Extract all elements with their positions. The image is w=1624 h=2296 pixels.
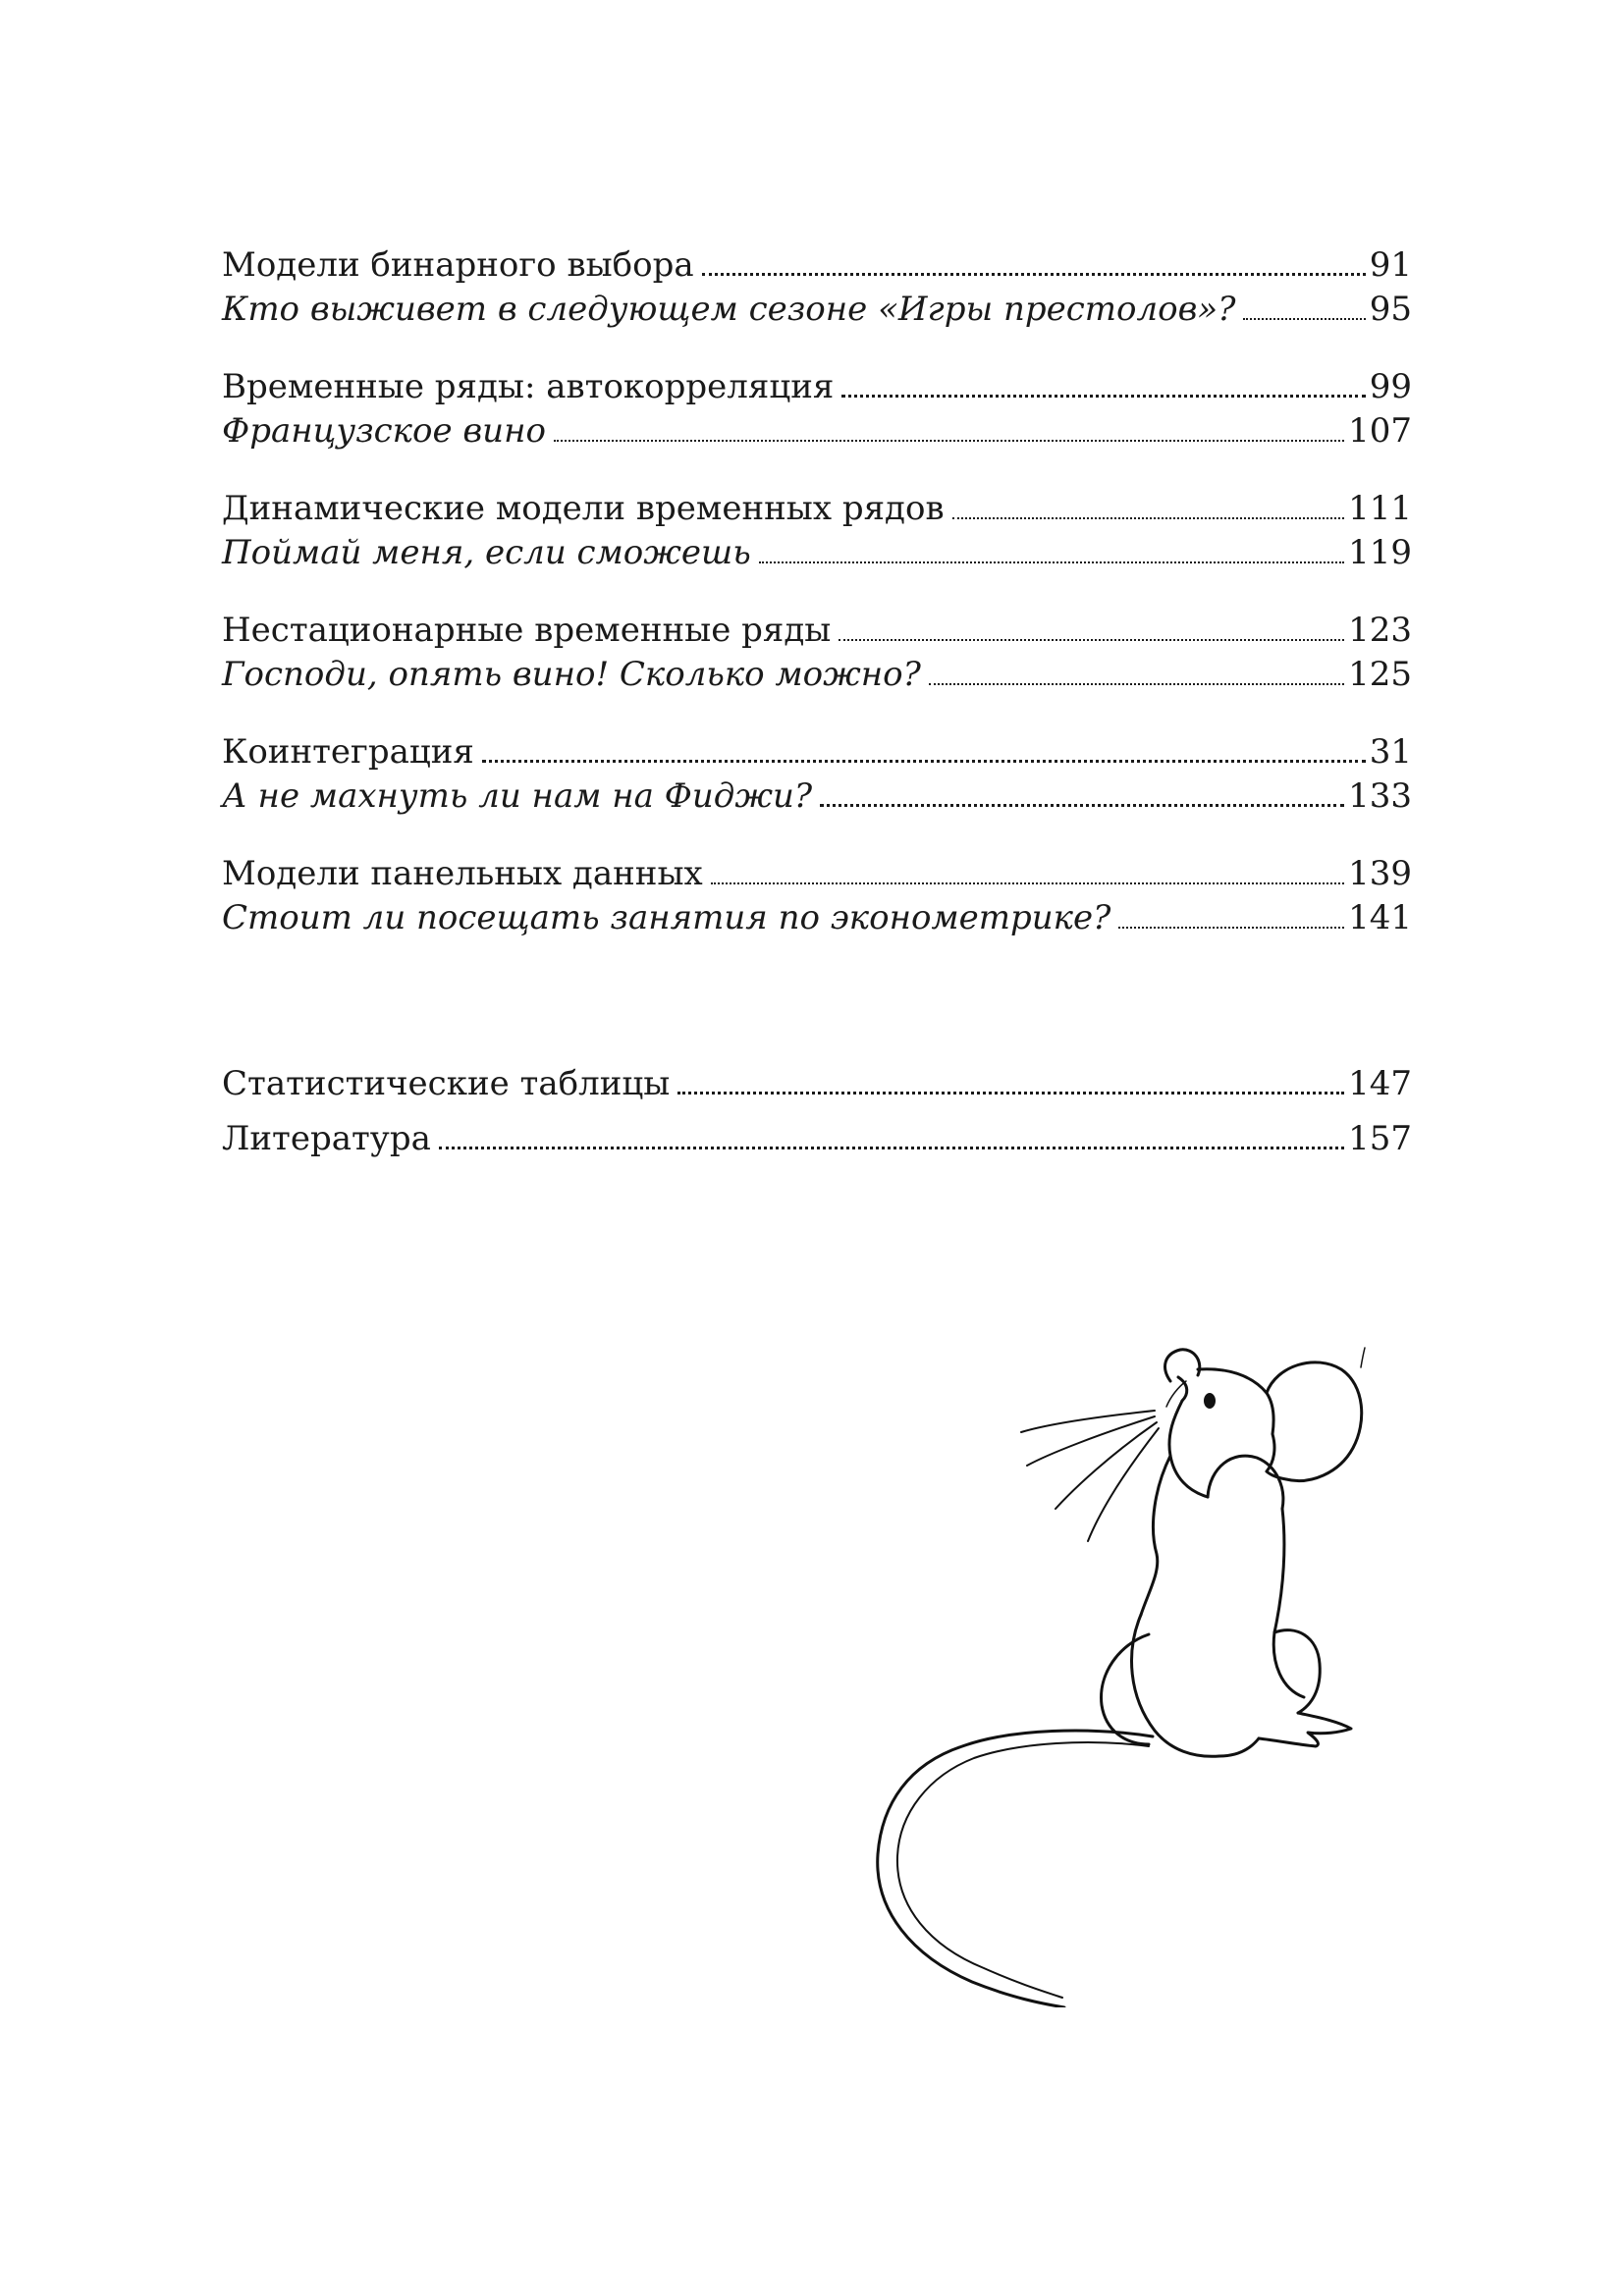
- toc-section-cointegration: [222, 730, 1412, 819]
- toc-dot-leader: [839, 639, 1344, 641]
- toc-entry-title: Временные ряды: автокорреляция: [222, 367, 835, 406]
- toc-dot-leader: [702, 273, 1366, 276]
- toc-section-dynamic-models: [222, 487, 1412, 575]
- toc-entry-case-study[interactable]: [222, 653, 1412, 697]
- toc-section-nonstationary: [222, 609, 1412, 697]
- toc-entry-title: Кто выживет в следующем сезоне «Игры престолов»?: [222, 290, 1236, 329]
- toc-page-number: 31: [1369, 732, 1412, 772]
- toc-entry-title: Модели бинарного выбора: [222, 245, 694, 285]
- toc-entry-chapter[interactable]: [222, 852, 1412, 896]
- toc-page-number: 147: [1348, 1064, 1412, 1103]
- toc-entry-chapter[interactable]: [222, 243, 1412, 288]
- toc-entry-title: Модели панельных данных: [222, 854, 703, 893]
- toc-entry-title: Господи, опять вино! Сколько можно?: [222, 655, 921, 694]
- toc-dot-leader: [759, 561, 1344, 563]
- toc-dot-leader: [711, 882, 1344, 884]
- toc-page-number: 123: [1348, 611, 1412, 650]
- toc-entry-case-study[interactable]: [222, 288, 1412, 332]
- toc-page-number: 99: [1369, 367, 1412, 406]
- toc-entry-title: Стоит ли посещать занятия по эконометрике?: [222, 898, 1111, 937]
- mouse-drawing-icon: [854, 1340, 1404, 2007]
- toc-page-number: 139: [1348, 854, 1412, 893]
- toc-entry-title: Литература: [222, 1119, 431, 1158]
- toc-entry-case-study[interactable]: [222, 896, 1412, 940]
- toc-appendix: [222, 1056, 1412, 1166]
- toc-entry-title: Нестационарные временные ряды: [222, 611, 832, 650]
- toc-entry-case-study[interactable]: [222, 531, 1412, 575]
- toc-page-number: 107: [1348, 411, 1412, 451]
- toc-entry-title: Статистические таблицы: [222, 1064, 671, 1103]
- toc-page-number: 133: [1348, 776, 1412, 816]
- toc-page-number: 91: [1369, 245, 1412, 285]
- toc-page-number: 95: [1369, 290, 1412, 329]
- toc-page-number: 119: [1348, 533, 1412, 572]
- toc-page-number: 141: [1348, 898, 1412, 937]
- toc-entry-chapter[interactable]: [222, 487, 1412, 531]
- toc-dot-leader: [820, 804, 1344, 807]
- toc-dot-leader: [952, 517, 1345, 519]
- toc-entry-chapter[interactable]: [222, 609, 1412, 653]
- toc-entry-title: А не махнуть ли нам на Фиджи?: [222, 776, 813, 816]
- toc-section-binary-choice: [222, 243, 1412, 332]
- toc-dot-leader: [677, 1092, 1344, 1095]
- toc-section-autocorrelation: [222, 365, 1412, 454]
- toc-dot-leader: [482, 760, 1366, 763]
- toc-entry-title: Динамические модели временных рядов: [222, 489, 945, 528]
- toc-entry-chapter[interactable]: [222, 365, 1412, 409]
- table-of-contents: [222, 243, 1412, 1200]
- toc-entry-bibliography[interactable]: [222, 1111, 1412, 1166]
- toc-page-number: 157: [1348, 1119, 1412, 1158]
- toc-entry-case-study[interactable]: [222, 774, 1412, 819]
- toc-section-panel-data: [222, 852, 1412, 940]
- toc-dot-leader: [554, 440, 1344, 442]
- toc-dot-leader: [439, 1147, 1344, 1149]
- toc-entry-statistical-tables[interactable]: [222, 1056, 1412, 1111]
- toc-entry-chapter[interactable]: [222, 730, 1412, 774]
- toc-page-number: 111: [1348, 489, 1412, 528]
- toc-entry-title: Французское вино: [222, 411, 546, 451]
- toc-page-number: 125: [1348, 655, 1412, 694]
- toc-dot-leader: [841, 395, 1365, 398]
- toc-entry-case-study[interactable]: [222, 409, 1412, 454]
- toc-dot-leader: [1118, 927, 1344, 929]
- toc-dot-leader: [929, 683, 1344, 685]
- toc-entry-title: Коинтеграция: [222, 732, 474, 772]
- toc-entry-title: Поймай меня, если сможешь: [222, 533, 751, 572]
- toc-dot-leader: [1243, 318, 1365, 320]
